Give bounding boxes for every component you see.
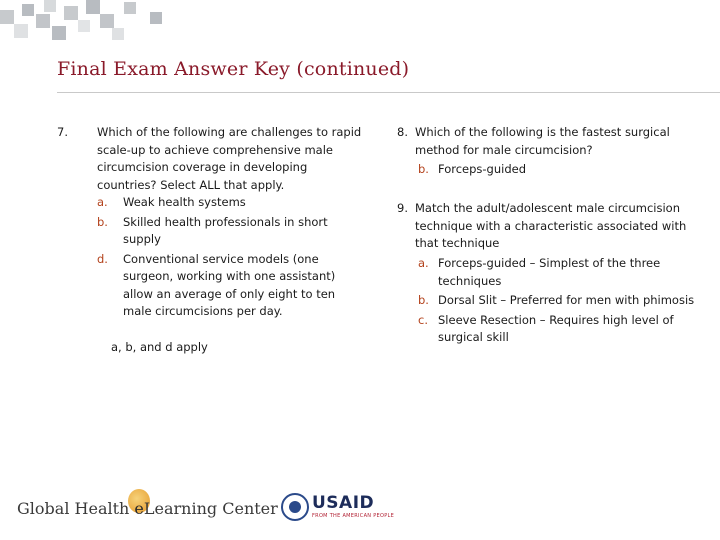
usaid-wordmark: USAID <box>312 493 375 513</box>
decorative-squares <box>0 0 200 42</box>
option-text: Forceps-guided – Simplest of the three techniques <box>438 256 661 288</box>
usaid-seal-icon <box>281 493 309 521</box>
option-item <box>97 251 365 321</box>
option-letter: a. <box>97 195 108 209</box>
option-list <box>97 194 365 321</box>
usaid-tagline: FROM THE AMERICAN PEOPLE <box>312 513 395 519</box>
option-item <box>415 255 705 290</box>
title-divider <box>57 92 720 93</box>
global-health-elearning-logo <box>17 499 278 518</box>
option-text: Weak health systems <box>123 195 246 209</box>
option-list <box>415 161 693 179</box>
option-item <box>415 312 705 347</box>
option-letter: b. <box>97 214 108 229</box>
logo-e <box>134 499 143 518</box>
question-number: 7. <box>57 125 68 139</box>
option-letter: b. <box>418 162 429 176</box>
question-number: 9. <box>397 201 408 215</box>
option-item <box>97 214 365 249</box>
footer <box>0 488 720 540</box>
logo-suffix: Learning Center <box>143 499 278 518</box>
logo-prefix: Global Health <box>17 499 135 518</box>
question-text: Which of the following are challenges to rapid scale-up to achieve comprehensive male circumcision coverage in developing countries? Select ALL that apply. <box>97 125 362 192</box>
page-title: Final Exam Answer Key (continued) <box>57 58 410 80</box>
option-text: Sleeve Resection – Requires high level of surgical skill <box>438 312 674 344</box>
option-letter: a. <box>418 256 429 270</box>
logo-e-letter: e <box>134 499 144 518</box>
question-number: 8. <box>397 125 408 139</box>
option-text: Dorsal Slit – Preferred for men with phimosis <box>438 293 695 307</box>
option-list <box>415 255 705 347</box>
option-text: Forceps-guided <box>438 162 527 176</box>
question-text: Match the adult/adolescent male circumcision technique with a characteristic associated with that technique <box>415 201 687 250</box>
option-item <box>415 161 693 179</box>
option-letter: b. <box>418 293 429 307</box>
question-text: Which of the following is the fastest surgical method for male circumcision? <box>415 125 670 157</box>
option-item <box>97 194 365 212</box>
option-letter: c. <box>418 312 428 327</box>
option-letter: d. <box>97 251 108 266</box>
answer-text: a, b, and d apply <box>111 340 208 354</box>
option-text: Skilled health professionals in short supply <box>123 214 328 246</box>
option-text: Conventional service models (one surgeon, working with one assistant) allow an average of only eight to ten male circumcisions per day. <box>123 251 336 318</box>
usaid-logo <box>281 493 395 527</box>
option-item <box>415 292 705 310</box>
